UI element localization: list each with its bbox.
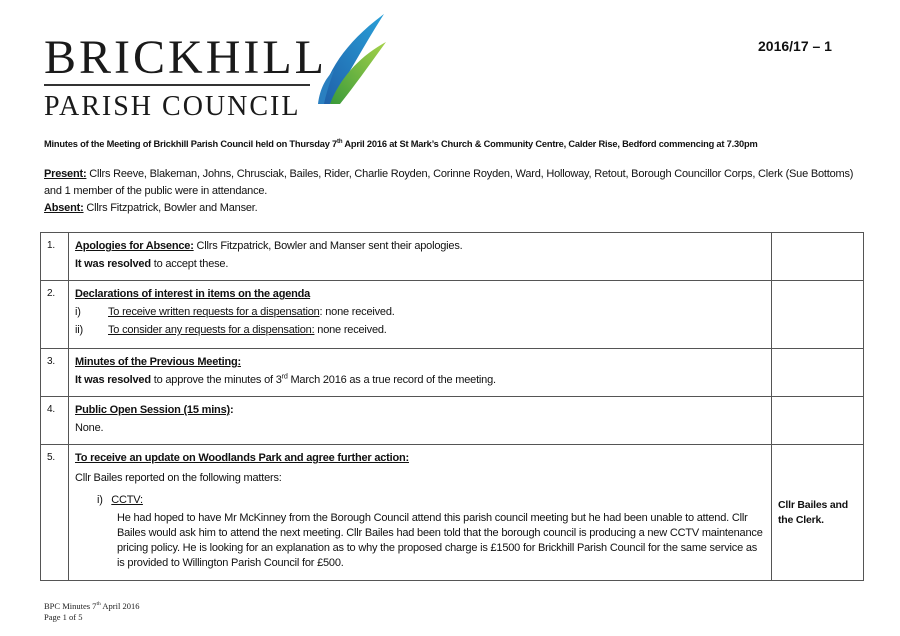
table-row	[41, 397, 864, 445]
action-cell: Cllr Bailes and the Clerk.	[772, 445, 864, 581]
table-row	[41, 445, 864, 581]
item-number: 1.	[41, 233, 69, 281]
document-reference: 2016/17 – 1	[758, 38, 832, 54]
absent-line: Absent: Cllrs Fitzpatrick, Bowler and Manser.	[44, 202, 258, 214]
table-row	[41, 349, 864, 397]
action-cell	[772, 397, 864, 445]
page-footer: BPC Minutes 7th April 2016 Page 1 of 5	[44, 601, 140, 622]
action-cell	[772, 233, 864, 281]
item-number: 2.	[41, 281, 69, 349]
leaf-logo-icon	[316, 12, 388, 108]
present-line: Present: Cllrs Reeve, Blakeman, Johns, Chrusciak, Bailes, Rider, Charlie Royden, Corinne Royden, Ward, Holloway, Retout, Borough Councillor Corps, Clerk (Sue Bottoms) and 1 member of the public were in attendance.	[44, 168, 854, 197]
table-row	[41, 281, 864, 349]
table-row	[41, 233, 864, 281]
attendance	[44, 166, 864, 217]
item-content: Declarations of interest in items on the agenda i) To receive written requests for a dispensation: none received. ii) To consider any requests for a dispensation: none received.	[69, 281, 772, 349]
action-cell	[772, 281, 864, 349]
item-content: To receive an update on Woodlands Park and agree further action: Cllr Bailes reported on the following matters: i) CCTV: He had hoped to have Mr McKinney from the Borough Council attend this parish council meeting but he had been unable to attend. Cllr Bailes would ask him to attend the next meeting. Cllr Bailes had been told that the borough council is producing a new CCTV maintenance pricing policy. He is looking for an explanation as to why the proposed charge is £1500 for Brickhill Parish Council for the same service as is provided to Willington Parish Council for £500.	[69, 445, 772, 581]
meeting-heading: Minutes of the Meeting of Brickhill Parish Council held on Thursday 7th April 2016 at St Mark’s Church & Community Centre, Calder Rise, Bedford commencing at 7.30pm	[44, 138, 758, 149]
logo-brickhill: BRICKHILL	[44, 31, 327, 84]
minutes-table	[40, 232, 864, 581]
item-content: Minutes of the Previous Meeting: It was resolved to approve the minutes of 3rd March 2016 as a true record of the meeting.	[69, 349, 772, 397]
item-content: Apologies for Absence: Cllrs Fitzpatrick, Bowler and Manser sent their apologies. It was resolved to accept these.	[69, 233, 772, 281]
action-cell	[772, 349, 864, 397]
logo-parish-council: PARISH COUNCIL	[44, 91, 301, 122]
item-content: Public Open Session (15 mins): None.	[69, 397, 772, 445]
logo-divider	[44, 84, 310, 86]
item-number: 5.	[41, 445, 69, 581]
item-number: 3.	[41, 349, 69, 397]
item-number: 4.	[41, 397, 69, 445]
